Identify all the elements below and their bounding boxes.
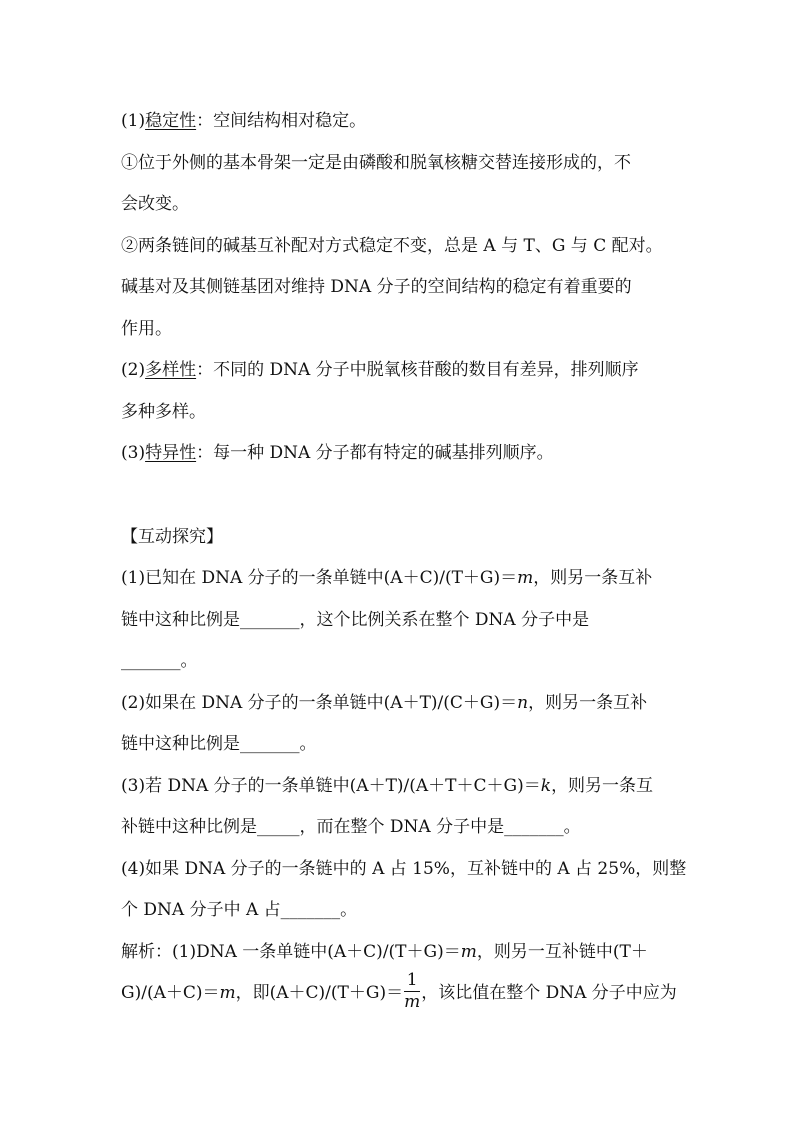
- term-diversity: 多样性: [145, 360, 197, 380]
- question-2-line-1: [121, 683, 681, 725]
- stability-text: ：空间结构相对稳定。: [196, 111, 367, 131]
- question-3-text-tail: ，则另一条互: [551, 775, 654, 796]
- term-stability: 稳定性: [145, 111, 197, 131]
- question-2-line-2: 链中这种比例是_______。: [121, 734, 317, 754]
- question-2-text: (2)如果在 DNA 分子的一条单链中(A＋T)/(C＋G)＝: [121, 692, 518, 713]
- fraction-numerator: 1: [406, 970, 418, 990]
- question-3-line-2: 补链中这种比例是_____，而在整个 DNA 分子中是_______。: [121, 817, 581, 837]
- question-1-text: (1)已知在 DNA 分子的一条单链中(A＋C)/(T＋G)＝: [121, 568, 518, 588]
- question-1-line-3: _______。: [121, 651, 198, 671]
- answer-text-tail: ，则另一互补链中(T＋: [476, 941, 648, 962]
- variable-m: m: [517, 568, 534, 588]
- base-pairing-line-3: 作用。: [121, 318, 172, 339]
- diversity-text: ：不同的 DNA 分子中脱氧核苷酸的数目有差异，排列顺序: [196, 360, 639, 380]
- stability-paragraph: [121, 101, 681, 143]
- answer-line-1: [121, 932, 681, 974]
- section-title: 【互动探究】: [121, 526, 223, 547]
- fraction-denominator: m: [404, 992, 421, 1012]
- diversity-line-2: 多种多样。: [121, 401, 206, 422]
- specificity-paragraph: [121, 433, 681, 475]
- question-1-line-1: [121, 558, 681, 600]
- variable-m: m: [460, 941, 477, 962]
- backbone-line-2: 会改变。: [121, 194, 189, 214]
- item-number: (2): [121, 360, 146, 380]
- backbone-line-1: ①位于外侧的基本骨架一定是由磷酸和脱氧核糖交替连接形成的，不: [121, 152, 631, 173]
- document-page: [121, 101, 687, 1015]
- answer-text-tail: ，该比值在整个 DNA 分子中应为: [421, 983, 677, 1003]
- answer-text: G)/(A＋C)＝: [121, 983, 220, 1003]
- question-2-text-tail: ，则另一条互补: [528, 692, 648, 713]
- variable-m: m: [219, 983, 236, 1003]
- base-pairing-line-2: 碱基对及其侧链基团对维持 DNA 分子的空间结构的稳定有着重要的: [121, 277, 632, 297]
- item-number: (3): [121, 443, 146, 463]
- question-1-line-2: 链中这种比例是_______，这个比例关系在整个 DNA 分子中是: [121, 609, 590, 630]
- term-specificity: 特异性: [145, 443, 197, 463]
- answer-text: ，即(A＋C)/(T＋G)＝: [235, 983, 404, 1003]
- question-3-line-1: [121, 766, 681, 808]
- answer-text: 解析：(1)DNA 一条单链中(A＋C)/(T＋G)＝: [121, 941, 461, 962]
- variable-k: k: [540, 775, 552, 796]
- specificity-text: ：每一种 DNA 分子都有特定的碱基排列顺序。: [196, 443, 554, 463]
- fraction-one-over-m: [404, 972, 420, 1011]
- base-pairing-line-1: ②两条链间的碱基互补配对方式稳定不变，总是 A 与 T、G 与 C 配对。: [121, 235, 663, 256]
- question-4-line-2: 个 DNA 分子中 A 占_______。: [121, 900, 358, 920]
- item-number: (1): [121, 111, 146, 131]
- section-gap: [121, 475, 681, 517]
- question-3-text: (3)若 DNA 分子的一条单链中(A＋T)/(A＋T＋C＋G)＝: [121, 775, 541, 796]
- variable-n: n: [517, 692, 529, 713]
- question-1-text-tail: ，则另一条互补: [533, 568, 653, 588]
- diversity-paragraph: [121, 350, 681, 392]
- question-4-line-1: (4)如果 DNA 分子的一条链中的 A 占 15%，互补链中的 A 占 25%，则整: [121, 858, 687, 879]
- answer-line-2: [121, 970, 681, 1015]
